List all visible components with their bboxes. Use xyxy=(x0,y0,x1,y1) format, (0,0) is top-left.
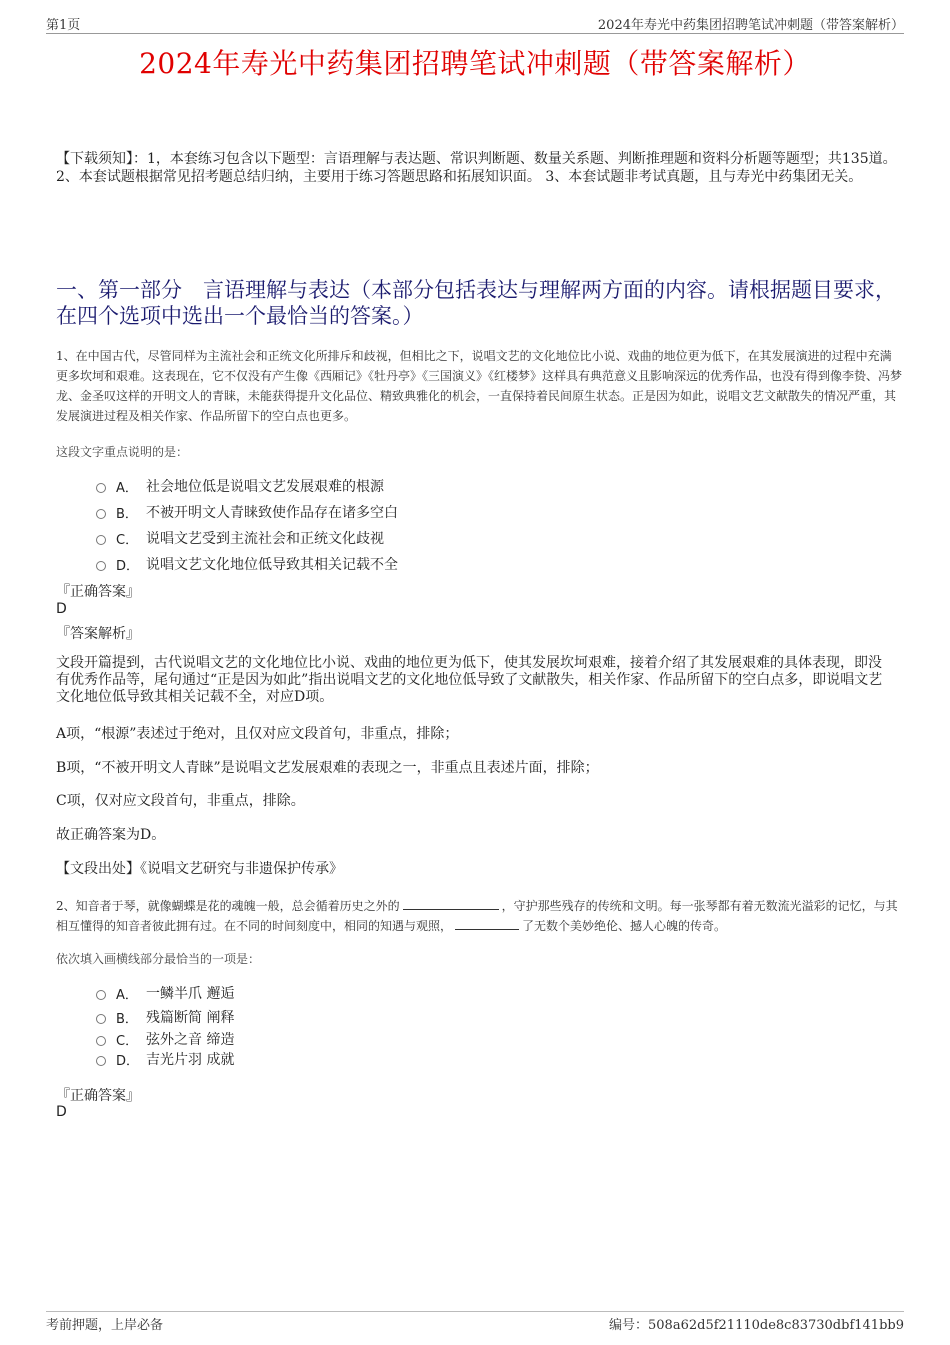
footer-doc-id: 编号：508a62d5f21110de8c83730dbf141bb9 xyxy=(609,1318,904,1333)
option-letter: B． xyxy=(116,1011,138,1027)
radio-icon[interactable] xyxy=(96,1056,106,1066)
radio-icon[interactable] xyxy=(96,483,106,493)
document-title: 2024年寿光中药集团招聘笔试冲刺题（带答案解析） xyxy=(139,47,811,80)
section-title: 一、第一部分 言语理解与表达（本部分包括表达与理解两方面的内容。请根据题目要求，在四个选项中选出一个最恰当的答案。） xyxy=(56,278,896,328)
question-2-text-part2: ，守护那些残存的传统和文明。每一张琴都有着无数流光溢彩的记忆，与其相互懂得的知音者彼此拥有过。在不同的时间刻度中，相同的知遇与观照， xyxy=(56,899,898,933)
option-letter: A． xyxy=(116,480,138,496)
footer-divider xyxy=(46,1311,904,1312)
radio-icon[interactable] xyxy=(96,509,106,519)
header-doc-title: 2024年寿光中药集团招聘笔试冲刺题（带答案解析） xyxy=(597,18,904,33)
footer-slogan: 考前押题，上岸必备 xyxy=(46,1318,164,1333)
analysis-conclusion: 故正确答案为D。 xyxy=(56,827,166,843)
analysis-option-b: B项，“不被开明文人青睐”是说唱文艺发展艰难的表现之一，非重点且表述片面，排除； xyxy=(56,760,599,776)
option-text: 说唱文艺文化地位低导致其相关记载不全 xyxy=(146,557,398,573)
fill-blank-1 xyxy=(403,897,499,910)
option-text: 一鳞半爪 邂逅 xyxy=(146,986,235,1002)
header-page-label: 第1页 xyxy=(46,18,81,33)
option-text: 社会地位低是说唱文艺发展艰难的根源 xyxy=(146,479,384,495)
radio-icon[interactable] xyxy=(96,1014,106,1024)
option-letter: C． xyxy=(116,1033,139,1049)
option-c[interactable] xyxy=(96,525,398,551)
fill-blank-2 xyxy=(455,917,519,930)
option-text: 说唱文艺受到主流社会和正统文化歧视 xyxy=(146,531,384,547)
correct-answer-label: 『正确答案』 xyxy=(56,1088,140,1104)
radio-icon[interactable] xyxy=(96,561,106,571)
analysis-option-a: A项，“根源”表述过于绝对，且仅对应文段首句，非重点，排除； xyxy=(56,726,459,742)
option-letter: D． xyxy=(116,1053,140,1069)
correct-answer-label: 『正确答案』 xyxy=(56,584,140,600)
correct-answer: D xyxy=(56,601,67,617)
analysis-label: 『答案解析』 xyxy=(56,626,140,642)
question-1-text: 1、在中国古代，尽管同样为主流社会和正统文化所排斥和歧视，但相比之下，说唱文艺的文化地位比小说、戏曲的地位更为低下，在其发展演进的过程中充满更多坎坷和艰难。这表现在，它不仅没有产生像《西厢记》《牡丹亭》《三国演义》《红楼梦》这样具有典范意义且影响深远的优秀作品，也没有得到像李贽、冯梦龙、金圣叹这样的开明文人的青睐，未能获得提升文化品位、精致典雅化的机会，一直保持着民间原生状态。正是因为如此，说唱文艺文献散失的情况严重，其发展演进过程及相关作家、作品所留下的空白点也更多。 xyxy=(56,349,903,423)
option-text: 残篇断简 阐释 xyxy=(146,1010,235,1026)
option-letter: D． xyxy=(116,558,140,574)
correct-answer: D xyxy=(56,1104,67,1120)
option-b[interactable] xyxy=(96,1005,234,1029)
option-a[interactable] xyxy=(96,981,234,1005)
radio-icon[interactable] xyxy=(96,1036,106,1046)
analysis-option-c: C项，仅对应文段首句，非重点，排除。 xyxy=(56,793,305,809)
question-2-text-part1: 2、知音者于琴，就像蝴蝶是花的魂魄一般，总会循着历史之外的 xyxy=(56,899,400,913)
option-a[interactable] xyxy=(96,473,398,499)
option-b[interactable] xyxy=(96,499,398,525)
question-2-prompt: 依次填入画横线部分最恰当的一项是： xyxy=(56,952,261,966)
option-letter: A． xyxy=(116,987,138,1003)
option-c[interactable] xyxy=(96,1029,234,1049)
download-notice: 【下载须知】：1，本套练习包含以下题型：言语理解与表达题、常识判断题、数量关系题、判断推理题和资料分析题等题型；共135道。 2、本套试题根据常见招考题总结归纳，主要用于练习答题思路和拓展知识面。 3、本套试题非考试真题，且与寿光中药集团无关。 xyxy=(56,151,897,185)
passage-source: 【文段出处】《说唱文艺研究与非遗保护传承》 xyxy=(56,861,343,877)
option-d[interactable] xyxy=(96,551,398,577)
analysis-paragraph: 文段开篇提到，古代说唱文艺的文化地位比小说、戏曲的地位更为低下，使其发展坎坷艰难，接着介绍了其发展艰难的具体表现，即没有优秀作品等，尾句通过“正是因为如此”指出说唱文艺的文化地位低导致了文献散失，相关作家、作品所留下的空白点多，即说唱文艺文化地位低导致其相关记载不全，对应D项。 xyxy=(56,655,883,705)
question-1-options xyxy=(96,473,398,577)
radio-icon[interactable] xyxy=(96,535,106,545)
option-text: 弦外之音 缔造 xyxy=(146,1032,235,1048)
option-d[interactable] xyxy=(96,1049,234,1069)
question-1-prompt: 这段文字重点说明的是： xyxy=(56,445,189,459)
question-2-text xyxy=(56,896,902,936)
radio-icon[interactable] xyxy=(96,990,106,1000)
question-2-text-part3: 了无数个美妙绝伦、撼人心魄的传奇。 xyxy=(522,919,727,933)
option-letter: B． xyxy=(116,506,138,522)
option-text: 不被开明文人青睐致使作品存在诸多空白 xyxy=(146,505,398,521)
option-letter: C． xyxy=(116,532,139,548)
option-text: 吉光片羽 成就 xyxy=(146,1052,235,1068)
header-divider xyxy=(46,33,904,34)
question-2-options xyxy=(96,981,234,1069)
